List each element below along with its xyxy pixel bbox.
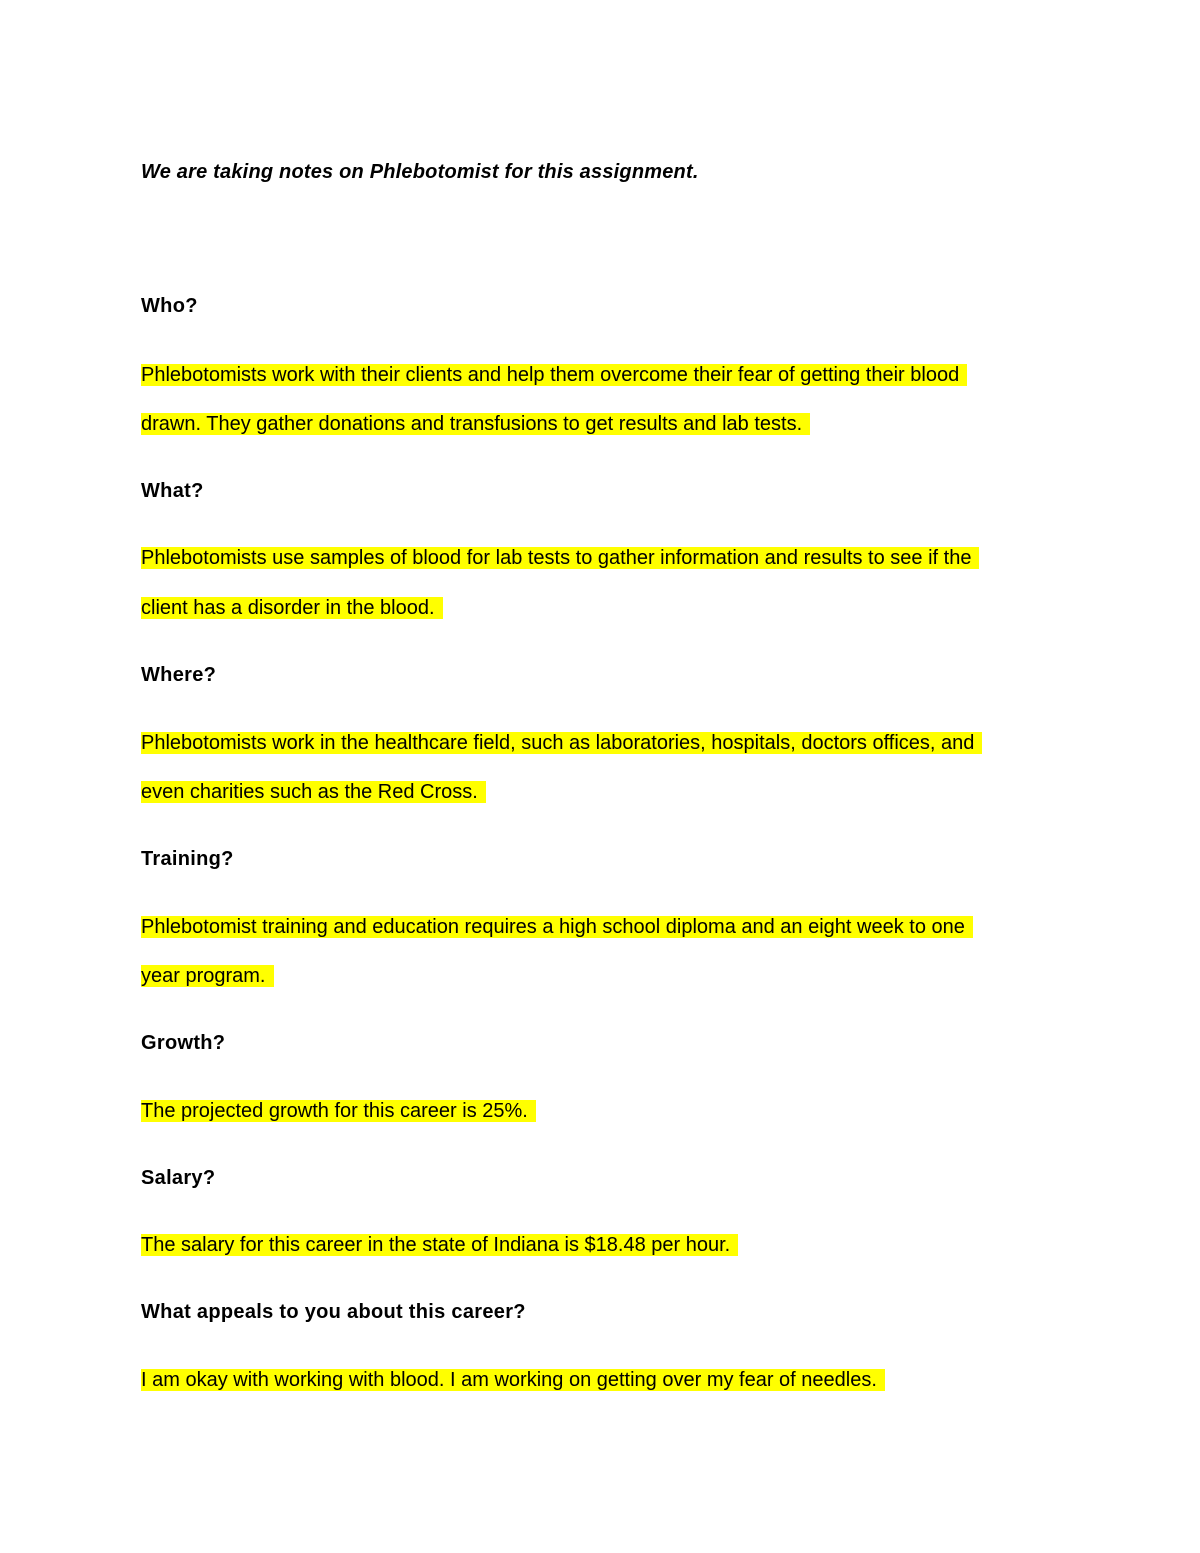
answer-training-line-1 — [141, 913, 973, 941]
answer-growth-line-1 — [141, 1097, 536, 1125]
answer-who-line-1 — [141, 361, 967, 389]
highlighted-text: drawn. They gather donations and transfusions to get results and lab tests. — [141, 413, 810, 435]
answer-salary-line-1 — [141, 1231, 738, 1259]
highlighted-text: client has a disorder in the blood. — [141, 597, 443, 619]
answer-training-line-2 — [141, 962, 274, 990]
heading-who: Who? — [141, 295, 198, 317]
intro-statement: We are taking notes on Phlebotomist for this assignment. — [141, 161, 699, 183]
highlighted-text: Phlebotomists use samples of blood for lab tests to gather information and results to see if the — [141, 547, 979, 569]
heading-where: Where? — [141, 664, 217, 686]
heading-growth: Growth? — [141, 1032, 226, 1054]
highlighted-text: Phlebotomists work in the healthcare field, such as laboratories, hospitals, doctors offices, and — [141, 732, 982, 754]
answer-where-line-2 — [141, 778, 486, 806]
heading-appeal: What appeals to you about this career? — [141, 1301, 526, 1323]
answer-what-line-2 — [141, 594, 443, 622]
heading-what: What? — [141, 480, 204, 502]
highlighted-text: even charities such as the Red Cross. — [141, 781, 486, 803]
heading-salary: Salary? — [141, 1167, 216, 1189]
highlighted-text: I am okay with working with blood. I am working on getting over my fear of needles. — [141, 1369, 885, 1391]
answer-where-line-1 — [141, 729, 982, 757]
highlighted-text: year program. — [141, 965, 274, 987]
highlighted-text: Phlebotomists work with their clients and help them overcome their fear of getting their blood — [141, 364, 967, 386]
answer-who-line-2 — [141, 410, 810, 438]
highlighted-text: Phlebotomist training and education requires a high school diploma and an eight week to one — [141, 916, 973, 938]
answer-what-line-1 — [141, 544, 979, 572]
highlighted-text: The salary for this career in the state of Indiana is $18.48 per hour. — [141, 1234, 738, 1256]
highlighted-text: The projected growth for this career is 25%. — [141, 1100, 536, 1122]
answer-appeal-line-1 — [141, 1366, 885, 1394]
heading-training: Training? — [141, 848, 234, 870]
